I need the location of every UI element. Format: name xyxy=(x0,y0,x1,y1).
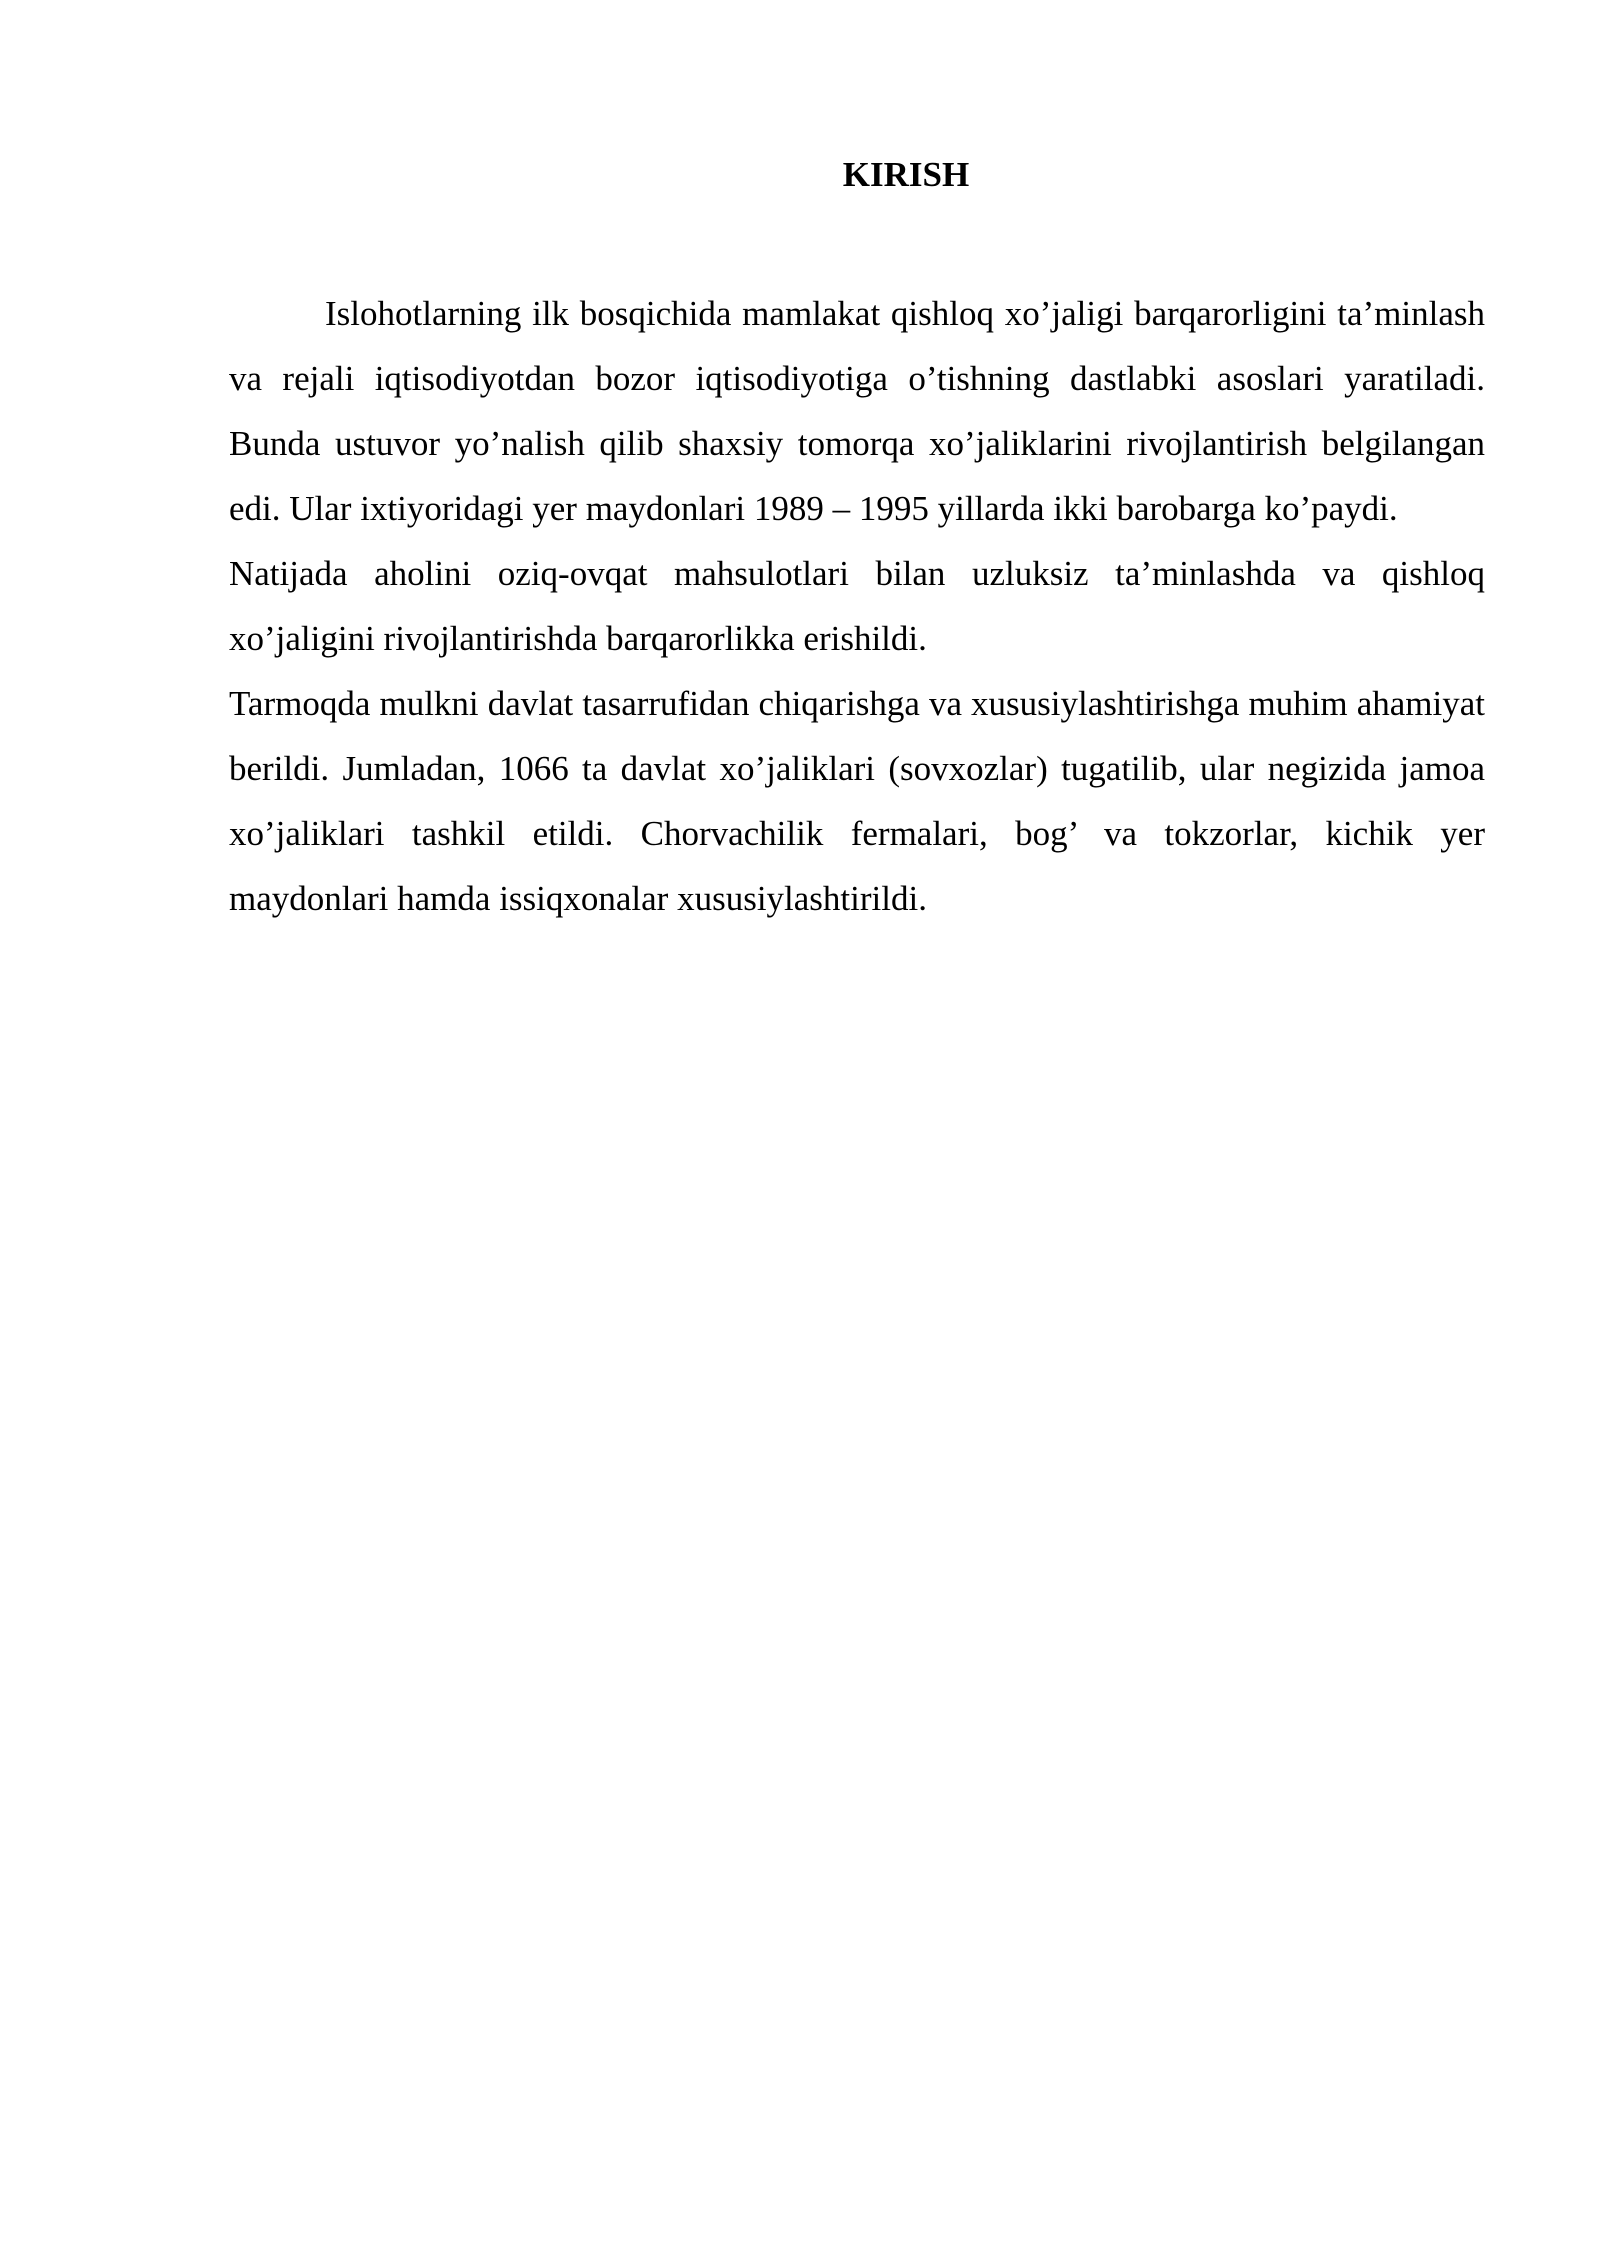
paragraph-privatization: Tarmoqda mulkni davlat tasarrufidan chiqarishga va xususiylashtirishga muhim ahamiyat berildi. Jumladan, 1066 ta davlat xo’jaliklari (sovxozlar) tugatilib, ular negizida jamoa xo’jaliklari tashkil etildi. Chorvachilik fermalari, bog’ va tokzorlar, kichik yer maydonlari hamda issiqxonalar xususiylashtirildi. xyxy=(229,684,1485,918)
paragraph-result: Natijada aholini oziq-ovqat mahsulotlari bilan uzluksiz ta’minlashda va qishloq xo’jaligini rivojlantirishda barqarorlikka erishildi. xyxy=(229,554,1485,658)
paragraph-intro: Islohotlarning ilk bosqichida mamlakat qishloq xo’jaligi barqarorligini ta’minlash va rejali iqtisodiyotdan bozor iqtisodiyotiga o’tishning dastlabki asoslari yaratiladi. Bunda ustuvor yo’nalish qilib shaxsiy tomorqa xo’jaliklarini rivojlantirish belgilangan edi. Ular ixtiyoridagi yer maydonlari 1989 – 1995 yillarda ikki barobarga ko’paydi. xyxy=(229,294,1485,528)
document-body xyxy=(229,281,1485,931)
page-title: KIRISH xyxy=(842,155,970,194)
